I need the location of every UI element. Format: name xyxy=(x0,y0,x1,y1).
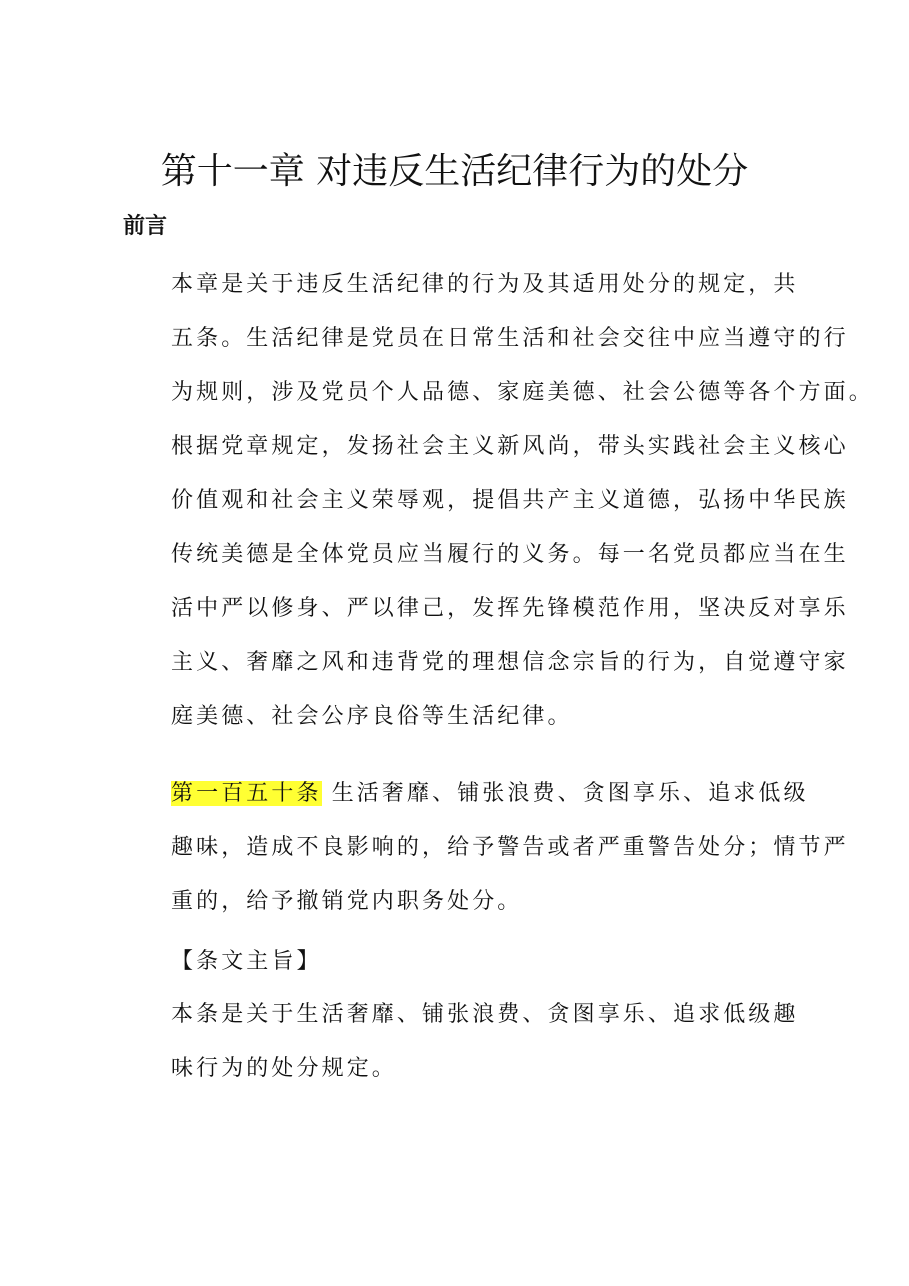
purpose-paragraph xyxy=(123,988,813,1096)
purpose-heading: 【条文主旨】 xyxy=(171,949,322,974)
article-line: 重的，给予撤销党内职务处分。 xyxy=(171,889,523,914)
preface-heading: 前言 xyxy=(123,214,168,239)
preface-paragraph xyxy=(123,258,874,744)
preface-line: 价值观和社会主义荣辱观，提倡共产主义道德，弘扬中华民族 xyxy=(171,488,849,513)
preface-line: 根据党章规定，发扬社会主义新风尚，带头实践社会主义核心 xyxy=(171,434,849,459)
purpose-line: 味行为的处分规定。 xyxy=(171,1056,397,1081)
article-line xyxy=(123,767,813,821)
article-number-highlight: 第一百五十条 xyxy=(171,781,322,806)
preface-line: 本章是关于违反生活纪律的行为及其适用处分的规定，共 xyxy=(171,272,799,297)
preface-line: 五条。生活纪律是党员在日常生活和社会交往中应当遵守的行 xyxy=(171,326,849,351)
preface-line: 为规则，涉及党员个人品德、家庭美德、社会公德等各个方面。 xyxy=(171,380,874,405)
article-line: 趣味，造成不良影响的，给予警告或者严重警告处分；情节严 xyxy=(171,835,849,860)
chapter-title: 第十一章 对违反生活纪律行为的处分 xyxy=(160,151,749,192)
preface-line: 主义、奢靡之风和违背党的理想信念宗旨的行为，自觉遵守家 xyxy=(171,650,849,675)
article-text: 生活奢靡、铺张浪费、贪图享乐、追求低级 xyxy=(321,781,809,806)
preface-line: 传统美德是全体党员应当履行的义务。每一名党员都应当在生 xyxy=(171,542,849,567)
preface-line: 庭美德、社会公序良俗等生活纪律。 xyxy=(171,704,573,729)
purpose-line: 本条是关于生活奢靡、铺张浪费、贪图享乐、追求低级趣 xyxy=(171,1002,799,1027)
preface-line: 活中严以修身、严以律己，发挥先锋模范作用，坚决反对享乐 xyxy=(171,596,849,621)
article-paragraph xyxy=(123,767,849,929)
